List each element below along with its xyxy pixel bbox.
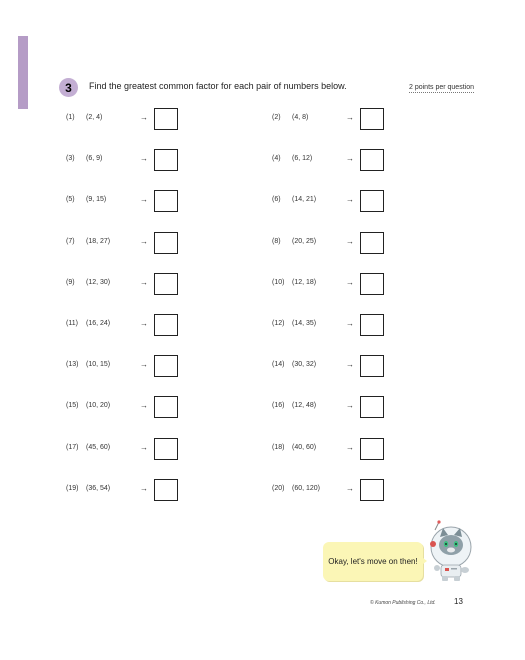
- arrow-icon: →: [346, 154, 354, 164]
- number-pair: (10, 15): [86, 361, 111, 369]
- problem-number: (18): [272, 443, 285, 451]
- number-pair: (14, 21): [292, 196, 317, 204]
- problem-item: [272, 190, 452, 214]
- problem-number: (4): [272, 155, 281, 163]
- arrow-icon: →: [346, 401, 354, 411]
- problem-item: [66, 190, 246, 214]
- number-pair: (6, 9): [86, 155, 103, 163]
- arrow-icon: →: [140, 401, 148, 411]
- answer-box[interactable]: [154, 355, 178, 377]
- number-pair: (60, 120): [292, 484, 321, 492]
- number-pair: (45, 60): [86, 443, 111, 451]
- answer-box[interactable]: [154, 438, 178, 460]
- number-pair: (6, 12): [292, 155, 313, 163]
- arrow-icon: →: [140, 319, 148, 328]
- answer-box[interactable]: [360, 396, 384, 418]
- problem-number: (13): [66, 361, 79, 369]
- arrow-icon: →: [140, 360, 148, 370]
- answer-box[interactable]: [154, 108, 178, 130]
- problem-item: [272, 273, 452, 297]
- number-pair: (2, 4): [86, 114, 103, 121]
- speech-text: Okay, let's move on then!: [328, 557, 418, 566]
- arrow-icon: →: [140, 277, 148, 287]
- problem-number: (7): [66, 237, 75, 245]
- number-pair: (12, 18): [292, 278, 317, 286]
- problem-item: [272, 396, 452, 420]
- problem-item: [66, 232, 246, 256]
- problem-item: [272, 355, 452, 379]
- problem-number: (10): [272, 278, 285, 286]
- number-pair: (20, 25): [292, 237, 317, 245]
- problem-number: (14): [272, 361, 285, 369]
- answer-box[interactable]: [360, 232, 384, 254]
- arrow-icon: →: [346, 442, 354, 452]
- answer-box[interactable]: [360, 438, 384, 460]
- answer-box[interactable]: [360, 314, 384, 336]
- problem-number: (19): [66, 484, 79, 492]
- problem-item: [66, 355, 246, 379]
- answer-box[interactable]: [360, 479, 384, 501]
- points-label: 2 points per question: [409, 84, 474, 91]
- problem-item: [272, 479, 452, 503]
- number-pair: (4, 8): [292, 114, 309, 121]
- cat-astronaut-icon: [425, 520, 480, 582]
- problem-number: (15): [66, 402, 79, 410]
- problem-item: [66, 438, 246, 462]
- number-pair: (40, 60): [292, 443, 317, 451]
- answer-box[interactable]: [154, 232, 178, 254]
- problem-number: (2): [272, 114, 281, 121]
- number-pair: (14, 35): [292, 320, 317, 327]
- arrow-icon: →: [346, 483, 354, 493]
- problem-number: (6): [272, 196, 281, 204]
- arrow-icon: →: [346, 277, 354, 287]
- problem-number: (20): [272, 484, 285, 492]
- problem-item: [272, 232, 452, 256]
- problem-item: [66, 479, 246, 503]
- number-pair: (12, 48): [292, 402, 317, 410]
- problem-item: [66, 108, 246, 132]
- answer-box[interactable]: [360, 108, 384, 130]
- arrow-icon: →: [140, 154, 148, 164]
- copyright-text: © Kumon Publishing Co., Ltd.: [370, 600, 436, 606]
- arrow-icon: →: [140, 113, 148, 122]
- problem-number: (8): [272, 237, 281, 245]
- answer-box[interactable]: [360, 273, 384, 295]
- problem-item: [272, 438, 452, 462]
- arrow-icon: →: [346, 113, 354, 122]
- answer-box[interactable]: [154, 273, 178, 295]
- arrow-icon: →: [346, 319, 354, 328]
- answer-box[interactable]: [360, 149, 384, 171]
- answer-box[interactable]: [360, 355, 384, 377]
- problem-number: (11): [66, 320, 78, 327]
- question-header: [59, 78, 479, 98]
- answer-box[interactable]: [154, 149, 178, 171]
- page-number: 13: [454, 597, 463, 606]
- problem-number: (16): [272, 402, 285, 410]
- answer-box[interactable]: [360, 190, 384, 212]
- problem-item: [272, 108, 452, 132]
- problem-item: [272, 149, 452, 173]
- number-pair: (18, 27): [86, 237, 111, 245]
- number-pair: (30, 32): [292, 361, 317, 369]
- arrow-icon: →: [346, 360, 354, 370]
- problem-number: (12): [272, 320, 285, 327]
- arrow-icon: →: [140, 483, 148, 493]
- page-footer: [370, 597, 470, 611]
- question-number-badge: 3: [59, 78, 78, 97]
- problem-item: [272, 314, 452, 338]
- problem-item: [66, 396, 246, 420]
- answer-box[interactable]: [154, 190, 178, 212]
- section-side-tab: [18, 36, 28, 109]
- problem-item: [66, 273, 246, 297]
- problem-number: (5): [66, 196, 75, 204]
- number-pair: (36, 54): [86, 484, 111, 492]
- instruction-text: Find the greatest common factor for each pair of numbers below.: [89, 81, 347, 91]
- problem-number: (1): [66, 114, 75, 121]
- arrow-icon: →: [346, 236, 354, 246]
- number-pair: (10, 20): [86, 402, 111, 410]
- problem-number: (9): [66, 278, 75, 286]
- problem-item: [66, 314, 246, 338]
- answer-box[interactable]: [154, 479, 178, 501]
- arrow-icon: →: [346, 195, 354, 205]
- problem-number: (17): [66, 443, 79, 451]
- speech-bubble: [323, 542, 423, 581]
- problem-number: (3): [66, 155, 75, 163]
- answer-box[interactable]: [154, 396, 178, 418]
- answer-box[interactable]: [154, 314, 178, 336]
- arrow-icon: →: [140, 236, 148, 246]
- number-pair: (16, 24): [86, 320, 111, 327]
- problem-item: [66, 149, 246, 173]
- arrow-icon: →: [140, 442, 148, 452]
- number-pair: (9, 15): [86, 196, 107, 204]
- arrow-icon: →: [140, 195, 148, 205]
- number-pair: (12, 30): [86, 278, 111, 286]
